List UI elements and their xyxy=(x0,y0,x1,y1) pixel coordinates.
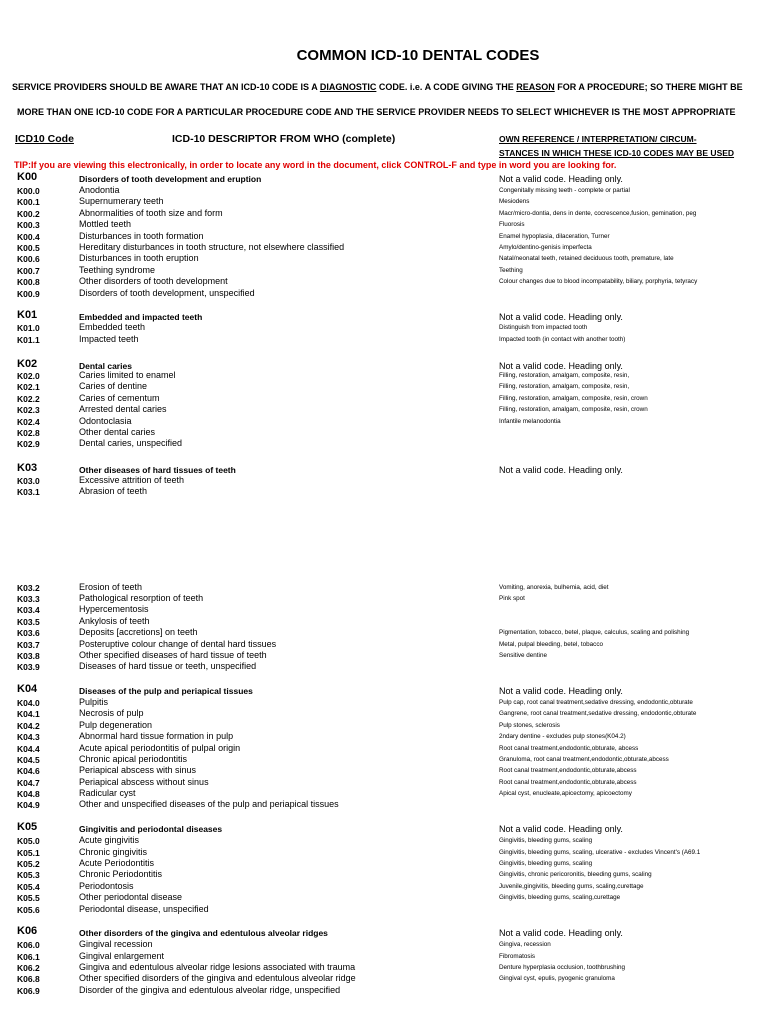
row-code: K02.9 xyxy=(17,439,40,449)
group-code: K06 xyxy=(17,925,38,937)
row-note: Fibromatosis xyxy=(499,953,536,960)
group-note: Not a valid code. Heading only. xyxy=(499,686,623,696)
row-note: Root canal treatment,endodontic,obturate,abcess xyxy=(499,767,637,774)
group-title: Gingivitis and periodontal diseases xyxy=(79,824,223,834)
row-code: K03.3 xyxy=(17,594,40,604)
row-description: Periodontal disease, unspecified xyxy=(79,904,209,914)
row-code: K04.3 xyxy=(17,732,40,742)
row-code: K06.9 xyxy=(17,986,40,996)
notice-text: FOR A PROCEDURE; SO THERE MIGHT BE xyxy=(554,82,743,92)
row-description: Other disorders of tooth development xyxy=(79,276,228,286)
row-description: Gingival enlargement xyxy=(79,951,165,961)
row-description: Anodontia xyxy=(79,185,120,195)
group-title: Other disorders of the gingiva and edentulous alveolar ridges xyxy=(79,928,328,938)
row-description: Pathological resorption of teeth xyxy=(79,593,204,603)
row-code: K03.6 xyxy=(17,628,40,638)
group-code: K03 xyxy=(17,462,38,474)
row-note: Gingiva, recession xyxy=(499,941,551,948)
row-code: K00.6 xyxy=(17,254,40,264)
group-note: Not a valid code. Heading only. xyxy=(499,465,623,475)
row-description: Disturbances in tooth formation xyxy=(79,231,204,241)
row-note: Root canal treatment,endodontic,obturate, abcess xyxy=(499,745,639,752)
row-description: Pulp degeneration xyxy=(79,720,153,730)
row-note: Gingivitis, bleeding gums, scaling xyxy=(499,837,593,844)
group-code: K02 xyxy=(17,358,38,370)
row-code: K06.1 xyxy=(17,952,40,962)
row-description: Other dental caries xyxy=(79,427,156,437)
row-description: Gingival recession xyxy=(79,939,153,949)
row-description: Periapical abscess without sinus xyxy=(79,777,209,787)
row-code: K03.9 xyxy=(17,662,40,672)
row-note: Gingivitis, bleeding gums, scaling, ulcerative - excludes Vincent's (A69.1 xyxy=(499,849,701,856)
row-description: Abrasion of teeth xyxy=(79,486,148,496)
row-description: Deposits [accretions] on teeth xyxy=(79,627,198,637)
group-note: Not a valid code. Heading only. xyxy=(499,361,623,371)
group-code: K01 xyxy=(17,309,38,321)
row-code: K04.6 xyxy=(17,766,40,776)
row-note: Natal/neonatal teeth, retained deciduous tooth, premature, late xyxy=(499,255,674,262)
row-code: K03.4 xyxy=(17,605,40,615)
notice-line-2: MORE THAN ONE ICD-10 CODE FOR A PARTICULAR PROCEDURE CODE AND THE SERVICE PROVIDER NEEDS TO SELECT WHICHEVER IS THE MOST APPROPRIATE xyxy=(17,107,736,117)
row-code: K04.7 xyxy=(17,778,40,788)
row-code: K00.5 xyxy=(17,243,40,253)
row-description: Hereditary disturbances in tooth structure, not elsewhere classified xyxy=(79,242,345,252)
row-code: K04.8 xyxy=(17,789,40,799)
row-code: K06.2 xyxy=(17,963,40,973)
row-note: Fluorosis xyxy=(499,221,525,228)
row-note: Impacted tooth (in contact with another tooth) xyxy=(499,336,626,343)
row-note: Pulp stones, sclerosis xyxy=(499,722,560,729)
row-code: K00.8 xyxy=(17,277,40,287)
row-description: Other specified diseases of hard tissue of teeth xyxy=(79,650,267,660)
row-note: Metal, pulpal bleeding, betel, tobacco xyxy=(499,641,603,648)
row-note: Pigmentation, tobacco, betel, plaque, calculus, scaling and polishing xyxy=(499,629,690,636)
row-code: K03.1 xyxy=(17,487,40,497)
row-description: Acute apical periodontitis of pulpal origin xyxy=(79,743,241,753)
row-code: K05.6 xyxy=(17,905,40,915)
row-code: K02.0 xyxy=(17,371,40,381)
row-code: K03.7 xyxy=(17,640,40,650)
row-code: K00.4 xyxy=(17,232,40,242)
group-note: Not a valid code. Heading only. xyxy=(499,824,623,834)
row-description: Disorder of the gingiva and edentulous alveolar ridge, unspecified xyxy=(79,985,341,995)
row-code: K02.3 xyxy=(17,405,40,415)
row-code: K00.9 xyxy=(17,289,40,299)
group-title: Embedded and impacted teeth xyxy=(79,312,203,322)
row-description: Chronic Periodontitis xyxy=(79,869,163,879)
row-code: K03.2 xyxy=(17,583,40,593)
group-code: K00 xyxy=(17,171,38,183)
row-note: Pink spot xyxy=(499,595,525,602)
row-description: Gingiva and edentulous alveolar ridge lesions associated with trauma xyxy=(79,962,356,972)
row-note: Vomiting, anorexia, bulhemia, acid, diet xyxy=(499,584,609,591)
row-code: K04.0 xyxy=(17,698,40,708)
row-description: Arrested dental caries xyxy=(79,404,167,414)
row-description: Chronic apical periodontitis xyxy=(79,754,188,764)
column-header-reference-1: OWN REFERENCE / INTERPRETATION/ CIRCUM- xyxy=(499,134,697,144)
page-title: COMMON ICD-10 DENTAL CODES xyxy=(296,47,540,64)
row-note: Filling, restoration, amalgam, composite, resin, crown xyxy=(499,395,648,402)
row-description: Caries of dentine xyxy=(79,381,148,391)
group-title: Disorders of tooth development and eruption xyxy=(79,174,262,184)
row-code: K03.8 xyxy=(17,651,40,661)
row-note: 2ndary dentine - excludes pulp stones(K04.2) xyxy=(499,733,626,740)
column-header-code: ICD10 Code xyxy=(15,133,74,145)
row-note: Congenitally missing teeth - complete or partial xyxy=(499,187,630,194)
row-description: Acute gingivitis xyxy=(79,835,140,845)
group-code: K04 xyxy=(17,683,38,695)
row-description: Disorders of tooth development, unspecified xyxy=(79,288,255,298)
row-description: Chronic gingivitis xyxy=(79,847,148,857)
row-description: Other periodontal disease xyxy=(79,892,183,902)
row-description: Mottled teeth xyxy=(79,219,132,229)
row-code: K06.0 xyxy=(17,940,40,950)
row-description: Abnormal hard tissue formation in pulp xyxy=(79,731,234,741)
row-description: Caries of cementum xyxy=(79,393,160,403)
row-note: Distinguish from impacted tooth xyxy=(499,324,588,331)
row-description: Other specified disorders of the gingiva and edentulous alveolar ridge xyxy=(79,973,356,983)
row-note: Apical cyst, enucleate,apicectomy, apicoectomy xyxy=(499,790,632,797)
column-header-reference-2: STANCES IN WHICH THESE ICD-10 CODES MAY BE USED xyxy=(499,148,735,158)
row-note: Gingival cyst, epulis, pyogenic granuloma xyxy=(499,975,615,982)
row-code: K01.0 xyxy=(17,323,40,333)
row-note: Root canal treatment,endodontic,obturate,abcess xyxy=(499,779,637,786)
row-code: K00.3 xyxy=(17,220,40,230)
row-description: Posteruptive colour change of dental hard tissues xyxy=(79,639,277,649)
row-code: K00.2 xyxy=(17,209,40,219)
row-note: Granuloma, root canal treatment,endodontic,obturate,abcess xyxy=(499,756,669,763)
row-code: K03.0 xyxy=(17,476,40,486)
row-note: Macr/micro-dontia, dens in dente, cocrescence,fusion, gemination, peg xyxy=(499,210,697,217)
row-code: K05.5 xyxy=(17,893,40,903)
group-code: K05 xyxy=(17,821,38,833)
row-code: K01.1 xyxy=(17,335,40,345)
row-description: Excessive attrition of teeth xyxy=(79,475,185,485)
row-code: K05.1 xyxy=(17,848,40,858)
row-description: Embedded teeth xyxy=(79,322,146,332)
row-code: K02.1 xyxy=(17,382,40,392)
row-code: K05.2 xyxy=(17,859,40,869)
group-title: Other diseases of hard tissues of teeth xyxy=(79,465,236,475)
group-title: Diseases of the pulp and periapical tissues xyxy=(79,686,253,696)
search-tip: TIP:If you are viewing this electronically, in order to locate any word in the document, click CONTROL-F and type in word you are looking for. xyxy=(14,160,617,170)
row-code: K04.4 xyxy=(17,744,40,754)
row-note: Mesiodens xyxy=(499,198,530,205)
group-title: Dental caries xyxy=(79,361,132,371)
row-note: Amylo/dentino-genisis imperfecta xyxy=(499,244,592,251)
row-note: Gingivitis, bleeding gums, scaling xyxy=(499,860,593,867)
row-note: Teething xyxy=(499,267,523,274)
row-description: Abnormalities of tooth size and form xyxy=(79,208,223,218)
row-description: Erosion of teeth xyxy=(79,582,143,592)
notice-text: CODE. i.e. A CODE GIVING THE xyxy=(376,82,517,92)
row-description: Periodontosis xyxy=(79,881,134,891)
row-description: Odontoclasia xyxy=(79,416,132,426)
row-description: Acute Periodontitis xyxy=(79,858,155,868)
row-code: K00.1 xyxy=(17,197,40,207)
row-description: Teething syndrome xyxy=(79,265,156,275)
row-note: Enamel hypoplasia, dilaceration, Turner xyxy=(499,233,610,240)
row-note: Gingivitis, chronic pericoronitis, bleeding gums, scaling xyxy=(499,871,652,878)
row-note: Colour changes due to blood incompatability, biliary, porphyria, tetyracy xyxy=(499,278,698,285)
row-code: K05.3 xyxy=(17,870,40,880)
row-description: Radicular cyst xyxy=(79,788,136,798)
notice-text: SERVICE PROVIDERS SHOULD BE AWARE THAT AN ICD-10 CODE IS A xyxy=(12,82,320,92)
row-note: Filling, restoration, amalgam, composite, resin, xyxy=(499,383,630,390)
notice-keyword-diagnostic: DIAGNOSTIC xyxy=(319,82,377,92)
row-note: Gingivitis, bleeding gums, scaling,curettage xyxy=(499,894,621,901)
row-note: Denture hyperplasia occlusion, toothbrushing xyxy=(499,964,626,971)
row-description: Dental caries, unspecified xyxy=(79,438,183,448)
row-code: K02.8 xyxy=(17,428,40,438)
row-code: K04.5 xyxy=(17,755,40,765)
row-description: Periapical abscess with sinus xyxy=(79,765,197,775)
notice-keyword-reason: REASON xyxy=(516,82,555,92)
row-description: Supernumerary teeth xyxy=(79,196,164,206)
row-description: Impacted teeth xyxy=(79,334,139,344)
row-note: Filling, restoration, amalgam, composite, resin, crown xyxy=(499,406,648,413)
row-description: Ankylosis of teeth xyxy=(79,616,150,626)
row-code: K05.0 xyxy=(17,836,40,846)
group-note: Not a valid code. Heading only. xyxy=(499,928,623,938)
row-code: K02.2 xyxy=(17,394,40,404)
row-description: Caries limited to enamel xyxy=(79,370,176,380)
row-code: K03.5 xyxy=(17,617,40,627)
row-code: K05.4 xyxy=(17,882,40,892)
row-description: Pulpitis xyxy=(79,697,109,707)
row-note: Filling, restoration, amalgam, composite, resin, xyxy=(499,372,630,379)
row-description: Disturbances in tooth eruption xyxy=(79,253,199,263)
notice-line-1 xyxy=(12,82,743,92)
row-description: Diseases of hard tissue or teeth, unspecified xyxy=(79,661,257,671)
row-code: K04.1 xyxy=(17,709,40,719)
row-description: Hypercementosis xyxy=(79,604,149,614)
row-code: K00.0 xyxy=(17,186,40,196)
column-header-descriptor: ICD-10 DESCRIPTOR FROM WHO (complete) xyxy=(172,133,396,145)
group-note: Not a valid code. Heading only. xyxy=(499,174,623,184)
row-description: Necrosis of pulp xyxy=(79,708,144,718)
row-code: K00.7 xyxy=(17,266,40,276)
row-note: Gangrene, root canal treatment,sedative dressing, endodontic,obturate xyxy=(499,710,697,717)
row-code: K04.2 xyxy=(17,721,40,731)
group-note: Not a valid code. Heading only. xyxy=(499,312,623,322)
row-code: K04.9 xyxy=(17,800,40,810)
row-note: Juvenile,gingivitis, bleeding gums, scaling,curettage xyxy=(499,883,644,890)
row-note: Sensitive dentine xyxy=(499,652,547,659)
row-code: K06.8 xyxy=(17,974,40,984)
row-note: Pulp cap, root canal treatment,sedative dressing, endodontic,obturate xyxy=(499,699,693,706)
row-description: Other and unspecified diseases of the pulp and periapical tissues xyxy=(79,799,339,809)
row-code: K02.4 xyxy=(17,417,40,427)
row-note: Infantile melanodontia xyxy=(499,418,561,425)
